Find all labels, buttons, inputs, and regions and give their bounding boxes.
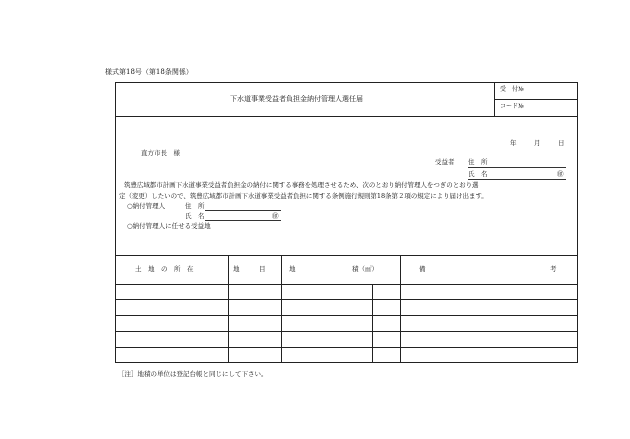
date-day-label: 日 [558, 139, 565, 147]
table-row-line [115, 299, 578, 300]
header-area-seki: 積（㎡） [352, 265, 378, 273]
beneficiary-address-field[interactable] [468, 167, 566, 168]
header-chimoku: 地 目 [233, 265, 266, 273]
entrusted-land-label: ○納付管理人に任せる受益地 [127, 222, 211, 230]
header-area-chi: 地 [289, 265, 296, 273]
table-col-line [281, 255, 282, 362]
table-col-line [228, 255, 229, 362]
frame-top [115, 82, 578, 83]
header-location: 土 地 の 所 在 [135, 265, 194, 273]
body-text-line-1: 筑豊広域都市計画下水道事業受益者負担金の納付に関する事務を処理させるため、次のとおり納付管理人をつぎのとおり選 [124, 181, 479, 189]
table-col-line [372, 284, 373, 362]
table-header-line [115, 284, 578, 285]
table-row-line [115, 315, 578, 316]
header-remarks-ko: 考 [550, 265, 557, 273]
frame-bottom [115, 362, 578, 363]
date-month-label: 月 [534, 139, 541, 147]
beneficiary-label: 受益者 [435, 158, 455, 166]
table-col-line [400, 255, 401, 362]
table-top-line [115, 255, 578, 256]
date-year-label: 年 [510, 139, 517, 147]
beneficiary-name-label: 氏 名 [468, 170, 488, 178]
body-text-line-2: 定（変更）したいので、筑豊広域都市計画下水道事業受益者負担に関する条例施行規則第18条第２項の規定により届け出ます。 [119, 192, 488, 200]
table-row-line [115, 331, 578, 332]
payment-manager-address-field[interactable] [205, 210, 281, 211]
code-number-label: コード№ [500, 103, 524, 110]
payment-manager-seal-mark: ㊞ [272, 212, 279, 220]
beneficiary-name-field[interactable] [468, 179, 566, 180]
title-row-divider [115, 116, 578, 117]
frame-right [577, 82, 578, 363]
payment-manager-name-label: 氏 名 [185, 212, 205, 220]
reception-number-label: 受 付№ [500, 86, 524, 93]
receipt-box-middle [494, 99, 578, 100]
header-remarks-bi: 備 [419, 265, 426, 273]
form-title: 下水道事業受益者負担金納付管理人選任届 [230, 95, 363, 103]
table-row-line [115, 347, 578, 348]
payment-manager-address-label: 住 所 [185, 202, 205, 210]
beneficiary-address-label: 住 所 [468, 158, 488, 166]
payment-manager-name-field[interactable] [205, 220, 281, 221]
form-number: 様式第18号（第18条関係） [105, 68, 193, 76]
frame-left [115, 82, 116, 363]
payment-manager-label: ○納付管理人 [127, 202, 166, 210]
beneficiary-seal-mark: ㊞ [557, 170, 564, 178]
footnote: ［注］地積の単位は登記台帳と同じにして下さい。 [118, 370, 268, 378]
addressee: 直方市長 様 [141, 149, 180, 157]
